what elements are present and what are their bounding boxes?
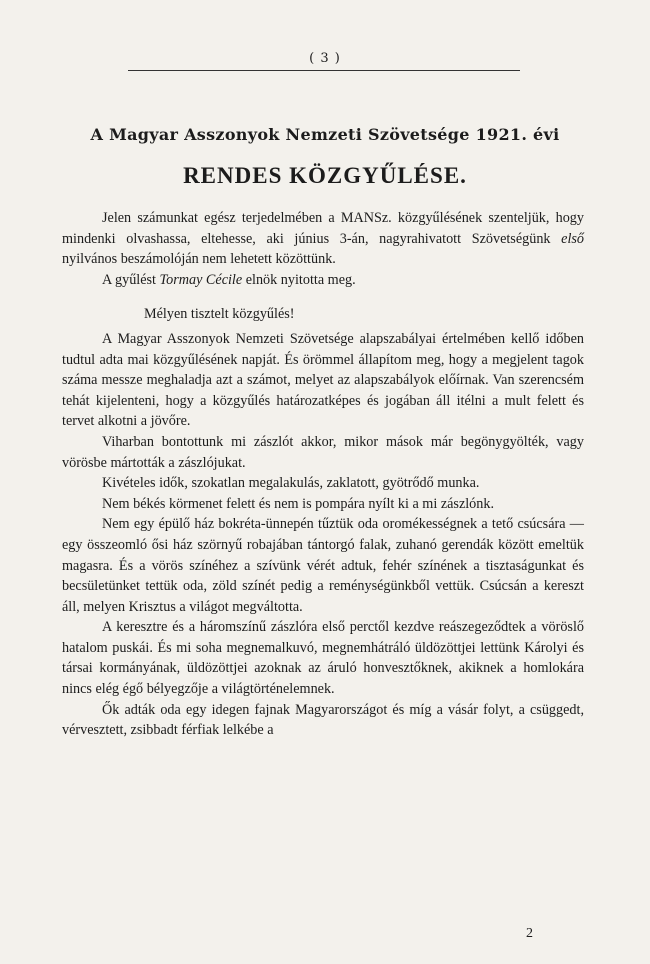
org-heading: A Magyar Asszonyok Nemzeti Szövetsége 1921. évi [90, 125, 560, 144]
body-text [62, 208, 584, 741]
paragraph-1 [62, 208, 584, 270]
paragraph-2-text-b: elnök nyitotta meg. [242, 271, 356, 288]
header-rule [128, 70, 520, 71]
paragraph-7: Nem egy épülő ház bokréta-ünnepén tűztük oda oromékességnek a tető csúcsára — egy összeomló ősi ház szörnyű robajában tántorgó falak, zuhanó gerendák között emeltük magasra. És a vörös színéhez a szívünk vérét adtuk, fehér színének a tisztaságunkat és becsületünket tettük oda, zöld színét pedig a reménységünkből vettük. Csúcsán a kereszt áll, melyen Krisztus a világot megváltotta. [62, 516, 584, 615]
emphasis-first: első [561, 230, 584, 247]
paragraph-1-text-a: Jelen számunkat egész terjedelmében a MANSz. közgyűlésének szenteljük, hogy mindenki olvashassa, eltehesse, aki június 3-án, nagyrahivatott Szövetségünk [62, 210, 584, 247]
paragraph-5: Kivételes idők, szokatlan megalakulás, zaklatott, gyötrődő munka. [102, 475, 480, 492]
signature-number: 2 [526, 926, 533, 941]
paragraph-3: A Magyar Asszonyok Nemzeti Szövetsége alapszabályai értelmében kellő időben tudtul adta mai közgyűlésének napját. És örömmel állapítom meg, hogy a megjelent tagok száma messze meghaladja azt a számot, melyet az alapszabályok előírnak. Van szerencsém tehát kijelenteni, hogy a közgyűlés határozatképes és jogában áll itélni a mult felett és tervet alkotni a jövőre. [62, 330, 584, 430]
emphasis-name: Tormay Cécile [159, 271, 243, 288]
paragraph-2-text-a: A gyűlést [102, 271, 160, 288]
paragraph-9: Ők adták oda egy idegen fajnak Magyarországot és míg a vásár folyt, a csüggedt, vérvesztett, zsibbadt férfiak lelkébe a [62, 701, 584, 739]
paragraph-2 [62, 270, 584, 291]
main-title: RENDES KÖZGYŰLÉSE. [183, 163, 467, 188]
paragraph-6: Nem békés körmenet felett és nem is pompára nyílt ki a mi zászlónk. [102, 495, 495, 512]
paragraph-4: Viharban bontottunk mi zászlót akkor, mikor mások már begönygyölték, vagy vörösbe mártották a zászlójukat. [62, 433, 584, 471]
paragraph-8: A keresztre és a háromszínű zászlóra első perctől kezdve reászegeződtek a vöröslő hatalom puskái. És mi soha megnemalkuvó, megnemhátráló üldözöttjei lettünk Károlyi és társai kormányának, üldözöttjei azoknak az áruló honvesztőknek, akiknek a homlokára nincs elég égő bélyegzője a világtörténelemnek. [62, 619, 584, 698]
page-number: ( 3 ) [309, 51, 341, 66]
paragraph-1-text-b: nyilvános beszámolóján nem lehetett közöttünk. [62, 251, 336, 268]
salutation: Mélyen tisztelt közgyűlés! [144, 306, 295, 323]
